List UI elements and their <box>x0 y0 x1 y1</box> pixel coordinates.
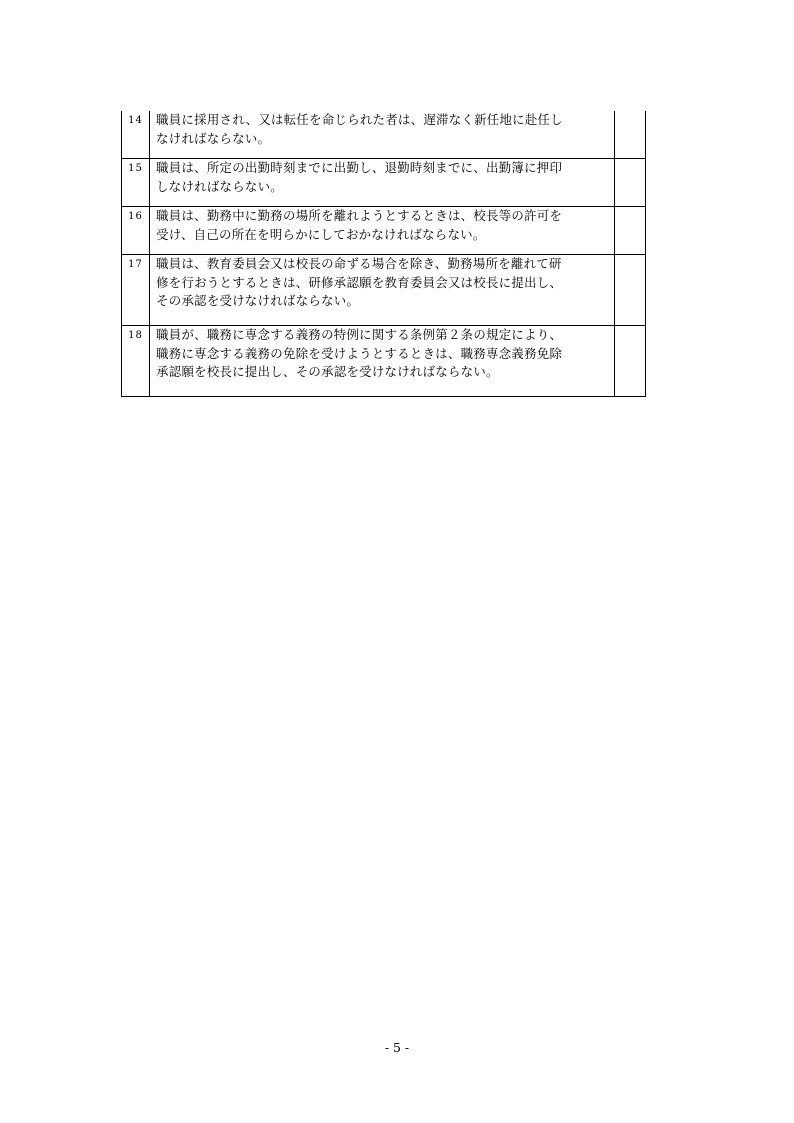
table-row <box>122 326 646 397</box>
rule-text <box>150 207 615 255</box>
rule-text-line: 職員が、職務に専念する義務の特例に関する条例第２条の規定により、 <box>156 327 563 342</box>
check-cell[interactable] <box>614 159 645 207</box>
check-cell[interactable] <box>614 207 645 255</box>
table-row <box>122 159 646 207</box>
rule-number: 15 <box>122 159 150 207</box>
check-cell[interactable] <box>614 255 645 326</box>
rule-number: 16 <box>122 207 150 255</box>
check-cell[interactable] <box>614 111 645 159</box>
rule-text-line: 職務に専念する義務の免除を受けようとするときは、職務専念義務免除 <box>156 345 563 361</box>
rule-text <box>150 111 615 159</box>
table-row <box>122 207 646 255</box>
rule-text-line: しなければならない。 <box>156 178 283 194</box>
rule-text-line: 職員は、所定の出勤時刻までに出勤し、退勤時刻までに、出勤簿に押印 <box>156 160 563 175</box>
rule-number: 18 <box>122 326 150 397</box>
rule-number: 17 <box>122 255 150 326</box>
rule-text-line: 職員は、勤務中に勤務の場所を離れようとするときは、校長等の許可を <box>156 208 563 223</box>
rule-text <box>150 255 615 326</box>
page-number: - 5 - <box>384 1040 410 1055</box>
check-cell[interactable] <box>614 326 645 397</box>
rule-text-line: その承認を受けなければならない。 <box>156 293 360 308</box>
rule-number: 14 <box>122 111 150 159</box>
rule-text-line: 承認願を校長に提出し、その承認を受けなければならない。 <box>156 364 499 379</box>
rule-text <box>150 326 615 397</box>
rule-text-line: 修を行おうとするときは、研修承認願を教育委員会又は校長に提出し、 <box>156 274 563 290</box>
rule-text-line: 受け、自己の所在を明らかにしておかなければならない。 <box>156 226 486 242</box>
rule-text-line: なければならない。 <box>156 130 271 146</box>
rule-text <box>150 159 615 207</box>
rule-text-line: 職員に採用され、又は転任を命じられた者は、遅滞なく新任地に赴任し <box>156 112 563 127</box>
table-row <box>122 255 646 326</box>
table-row <box>122 111 646 159</box>
rule-text-line: 職員は、教育委員会又は校長の命ずる場合を除き、勤務場所を離れて研 <box>156 256 562 271</box>
rules-table <box>121 111 646 397</box>
